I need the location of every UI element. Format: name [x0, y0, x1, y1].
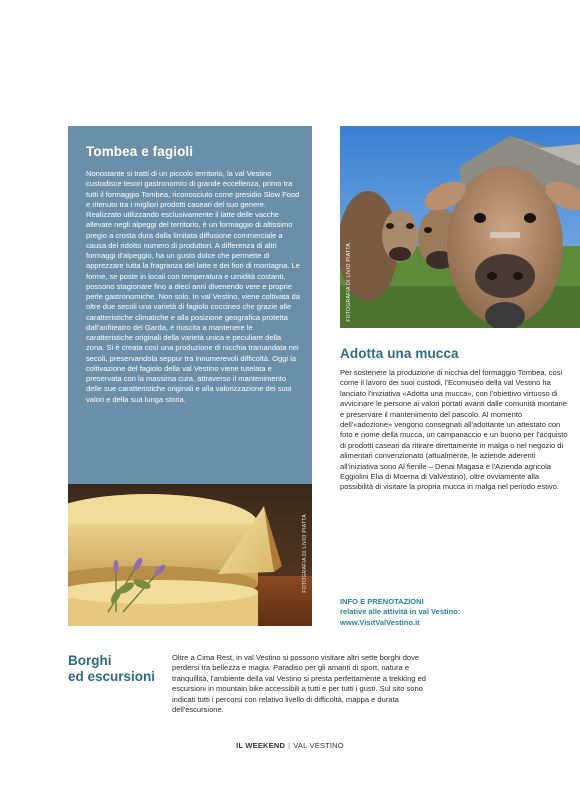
- info-heading: INFO E PRENOTAZIONI: [340, 597, 424, 606]
- cheese-photo: [68, 484, 312, 626]
- borghi-title-line1: Borghi: [68, 653, 112, 668]
- cows-illustration: [340, 126, 580, 328]
- footer-separator: |: [288, 741, 291, 750]
- cheese-photo-credit: FOTOGRAFIA DI LIVIO PIATTA: [302, 514, 308, 593]
- info-block: [340, 597, 572, 628]
- footer-magazine: IL WEEKEND: [236, 741, 286, 750]
- tombea-title: Tombea e fagioli: [86, 144, 194, 159]
- cows-photo-credit: FOTOGRAFIA DI LIVIO PIATTA: [346, 243, 352, 322]
- tombea-body: Nonostante si tratti di un piccolo territorio, la val Vestino custodisce tesori gastronomici di grande eccellenza, primo tra tutti il formaggio Tombea, riconosciuto come presidio Slow Food e ritenuto tra i migliori prodotti caseari del suo genere. Realizzato utilizzando esclusivamente il latte delle vacche allevate negli alpeggi del territorio, è un formaggio di altissimo pregio a crosta dura dalla limitata diffusione commerciale a causa del ridotto numero di produttori. A differenza di altri formaggi d'alpeggio, ha un gusto dolce che permette di apprezzare tutta la fragranza del latte e dei fiori di montagna. Le forme, se poste in locali con temperatura e umidità costanti, possono stagionare fino a dieci anni divenendo vere e proprie perle gastronomiche. Non solo. In val Vestino, viene coltivata da oltre due secoli una varietà di fagiolo coccineo che grazie alle caratteristiche climatiche e alla posizione geografica protetta dall'anfiteatro del Garda, è riuscita a mantenere le caratteristiche originali della varietà unica e peculiare della zona. Si è creata così una produzione di nicchia tramandata nei secoli, preservandola seppur tra innumerevoli difficoltà. Oggi la coltivazione del fagiolo della val Vestino viene tutelata e preservata con la massima cura, attraverso il mantenimento delle sue caratteristiche originali e alla valorizzazione dei suoi valori e della sua lunga storia.: [86, 169, 300, 404]
- info-line: relative alle attività in val Vestino:: [340, 607, 461, 617]
- footer-section: VAL VESTINO: [293, 741, 344, 750]
- cheese-illustration: [68, 484, 312, 626]
- adotta-title: Adotta una mucca: [340, 346, 459, 361]
- borghi-title: [68, 653, 158, 685]
- info-url-link[interactable]: www.VisitValVestino.it: [340, 617, 420, 627]
- adotta-body: Per sostenere la produzione di nicchia del formaggio Tombea, così come il lavoro dei suoi custodi, l'Ecomuseo della val Vestino ha lanciato l'iniziativa «Adotta una mucca», con l'obiettivo virtuoso di avvicinare le persone ai valori portati avanti dalle comunità montane e preservare il mantenimento del pascolo. Al momento dell'«adozione» vengono consegnati all'adottante un attestato con foto e nome della mucca, un campanaccio e un buono per l'acquisto di prodotti caseari da ritirare direttamente in malga o nel negozio di alimentari convenzionato (attualmente, le aziende aderenti all'iniziativa sono Al fienile – Denai Magasa e l'Azienda agricola Eggiolini Elia di Moerna di Valvestino), oltre ovviamente alla possibilità di visitare la propria mucca in malga nel periodo estivo.: [340, 368, 568, 492]
- borghi-title-line2: ed escursioni: [68, 669, 156, 684]
- cows-photo: [340, 126, 580, 328]
- page-footer: [0, 741, 580, 750]
- tombea-box: [68, 126, 312, 484]
- borghi-body: Oltre a Cima Rest, in val Vestino si possono visitare altri sette borghi dove perdersi tra bellezza e magia. Paradiso per gli amanti di sport, natura e tranquillità, l'ambiente della val Vestino si presta perfettamente a trekking ed escursioni in mountain bike accessibili a tutti e per tutti i gusti. Sul sito sono indicati tutti i percorsi con relativo livello di difficoltà, mappa e durata dell'escursione.: [172, 653, 426, 715]
